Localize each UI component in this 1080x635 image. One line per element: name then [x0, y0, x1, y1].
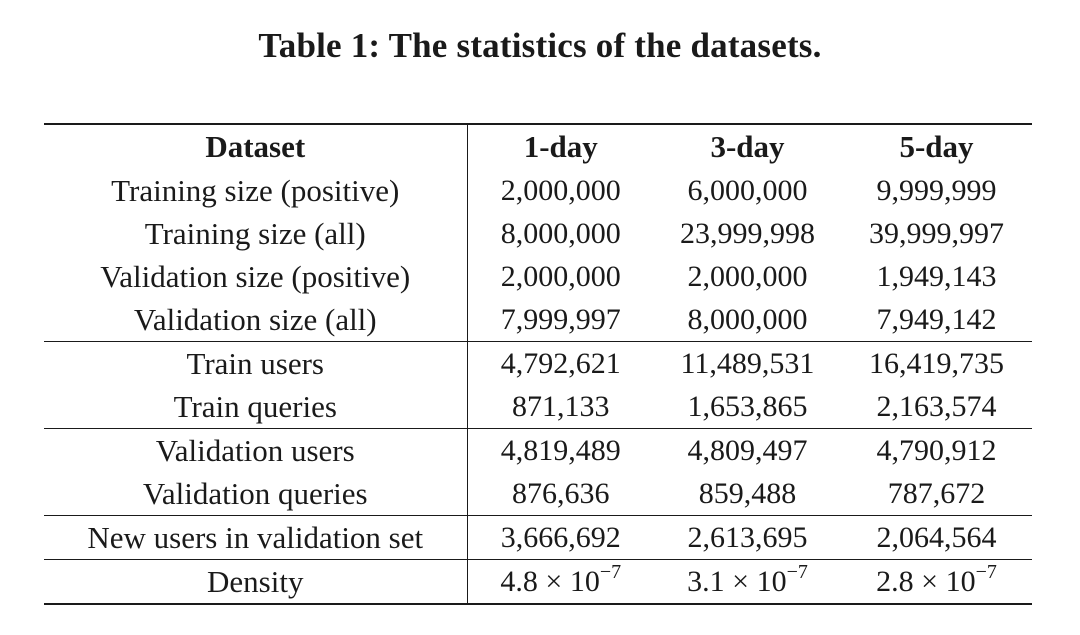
row-label: Density: [44, 560, 467, 605]
cell-5-day: 7,949,142: [841, 298, 1032, 342]
cell-1-day: 876,636: [467, 472, 654, 516]
density-mantissa: 2.8: [876, 565, 914, 598]
times-sign: ×: [921, 565, 939, 598]
cell-1-day: 2,000,000: [500, 174, 621, 207]
table-body: [44, 169, 1032, 604]
cell-3-day: 11,489,531: [680, 347, 815, 380]
table-row: [44, 169, 1032, 212]
row-label: Train users: [44, 342, 467, 386]
row-label: Validation size (positive): [44, 255, 467, 298]
density-row: [44, 560, 1032, 605]
header-1-day: 1-day: [467, 124, 654, 169]
row-label: Training size (all): [44, 212, 467, 255]
table-row: [44, 516, 1032, 560]
table-row: [44, 255, 1032, 298]
cell-5-day: 39,999,997: [869, 217, 1004, 250]
density-exponent: −7: [599, 561, 622, 583]
table-row: [44, 472, 1032, 516]
cell-1-day: 2,000,000: [500, 260, 621, 293]
cell-1-day: 8,000,000: [500, 217, 621, 250]
density-5-day: [841, 560, 1032, 605]
cell-1-day: 7,999,997: [467, 298, 654, 342]
cell-5-day: 1,949,143: [876, 260, 997, 293]
cell-5-day: 2,064,564: [841, 516, 1032, 560]
header-5-day: 5-day: [841, 124, 1032, 169]
cell-1-day: 4,792,621: [500, 347, 621, 380]
cell-3-day: 859,488: [654, 472, 841, 516]
cell-5-day: 9,999,999: [876, 174, 997, 207]
density-base: 10: [569, 565, 600, 598]
cell-5-day: 787,672: [841, 472, 1032, 516]
density-1-day: [467, 560, 654, 605]
cell-3-day: 4,809,497: [687, 434, 808, 467]
table-row: [44, 298, 1032, 342]
header-3-day: 3-day: [654, 124, 841, 169]
cell-5-day: 4,790,912: [876, 434, 997, 467]
cell-1-day: 4,819,489: [500, 434, 621, 467]
row-label: New users in validation set: [44, 516, 467, 560]
times-sign: ×: [545, 565, 563, 598]
cell-5-day: 16,419,735: [869, 347, 1004, 380]
cell-3-day: 2,613,695: [654, 516, 841, 560]
cell-3-day: 2,000,000: [687, 260, 808, 293]
table-header: [44, 124, 1032, 169]
row-label: Training size (positive): [44, 169, 467, 212]
density-3-day: [654, 560, 841, 605]
row-label: Validation size (all): [44, 298, 467, 342]
table-row: [44, 342, 1032, 386]
density-mantissa: 4.8: [500, 565, 538, 598]
density-base: 10: [756, 565, 787, 598]
cell-3-day: 8,000,000: [654, 298, 841, 342]
cell-1-day: 871,133: [467, 385, 654, 429]
header-row: [44, 124, 1032, 169]
density-exponent: −7: [975, 561, 997, 583]
cell-3-day: 23,999,998: [680, 217, 815, 250]
table-row: [44, 429, 1032, 473]
cell-1-day: 3,666,692: [467, 516, 654, 560]
header-dataset: Dataset: [44, 124, 467, 169]
table-caption: Table 1: The statistics of the datasets.: [258, 26, 822, 65]
dataset-statistics-table: [44, 123, 1032, 605]
cell-3-day: 6,000,000: [687, 174, 808, 207]
cell-5-day: 2,163,574: [841, 385, 1032, 429]
row-label: Validation users: [44, 429, 467, 473]
table-row: [44, 385, 1032, 429]
density-exponent: −7: [786, 561, 808, 583]
cell-3-day: 1,653,865: [654, 385, 841, 429]
row-label: Validation queries: [44, 472, 467, 516]
row-label: Train queries: [44, 385, 467, 429]
table-row: [44, 212, 1032, 255]
density-mantissa: 3.1: [687, 565, 725, 598]
times-sign: ×: [732, 565, 750, 598]
density-base: 10: [945, 565, 976, 598]
